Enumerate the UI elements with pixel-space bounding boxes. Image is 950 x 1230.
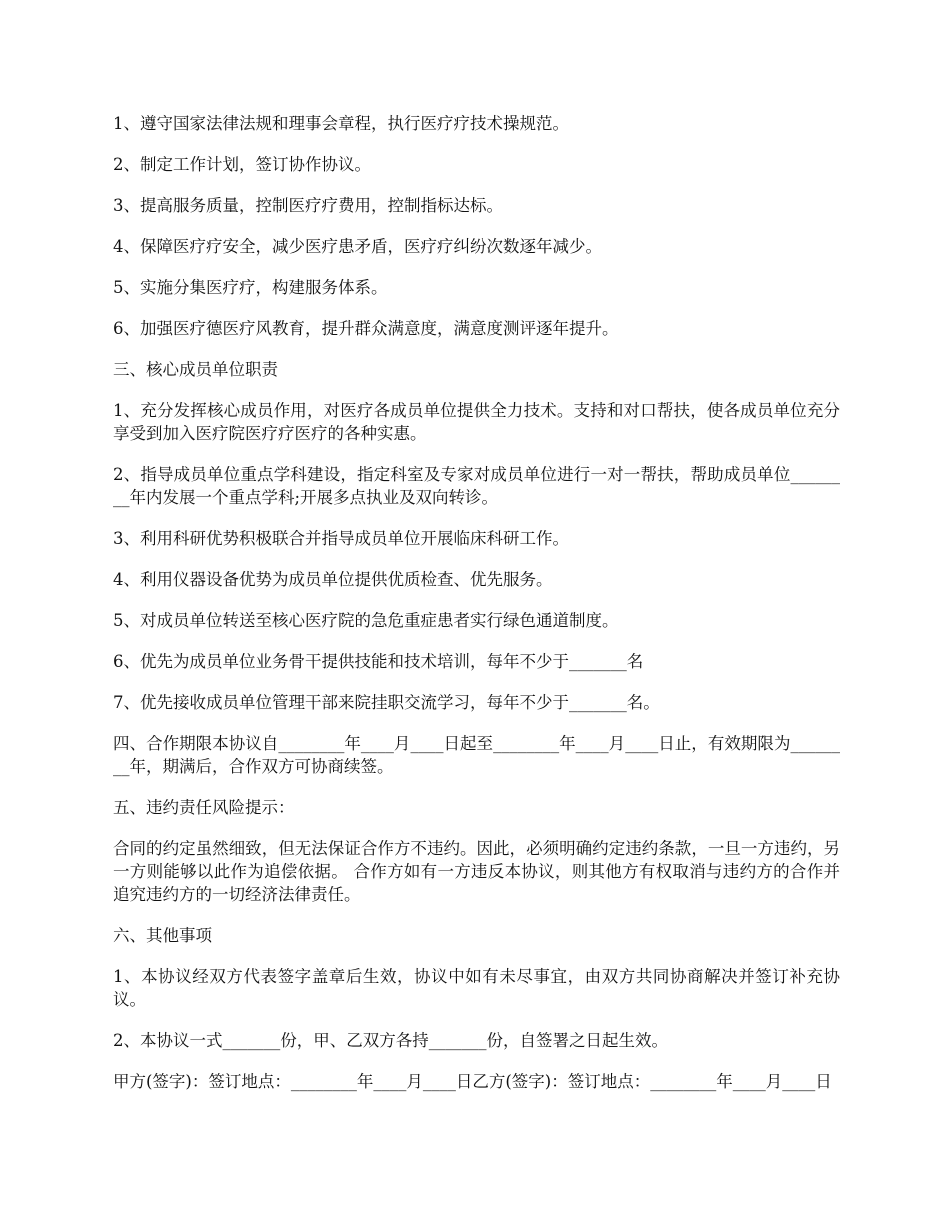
section-cooperation-term: 四、合作期限本协议自________年____月____日起至________年____月____日止，有效期限为________年，期满后，合作双方可协商续签。 [113, 734, 840, 776]
clause-5-tiered-care: 5、实施分集医疗疗，构建服务体系。 [113, 278, 388, 297]
other-matter-1: 1、本协议经双方代表签字盖章后生效，协议中如有未尽事宜，由双方共同协商解决并签订补充协议。 [113, 967, 840, 1009]
core-duty-5: 5、对成员单位转送至核心医疗院的急危重症患者实行绿色通道制度。 [113, 611, 619, 630]
section-heading-breach-liability: 五、违约责任风险提示： [113, 798, 295, 817]
clause-2-work-plan: 2、制定工作计划，签订协作协议。 [113, 155, 371, 174]
document-body [113, 112, 840, 1111]
core-duty-4: 4、利用仪器设备优势为成员单位提供优质检查、优先服务。 [113, 570, 553, 589]
core-duty-7: 7、优先接收成员单位管理干部来院挂职交流学习，每年不少于_______名。 [113, 693, 660, 712]
breach-liability-text: 合同的约定虽然细致，但无法保证合作方不违约。因此，必须明确约定违约条款，一旦一方违约，另一方则能够以此作为追偿依据。 合作方如有一方违反本协议，则其他方有权取消与违约方的合作并追究违约方的一切经济法律责任。 [113, 839, 840, 904]
core-duty-2: 2、指导成员单位重点学科建设，指定科室及专家对成员单位进行一对一帮扶，帮助成员单位________年内发展一个重点学科;开展多点执业及双向转诊。 [113, 465, 840, 507]
section-heading-other-matters: 六、其他事项 [113, 926, 212, 945]
core-duty-6: 6、优先为成员单位业务骨干提供技能和技术培训，每年不少于_______名 [113, 652, 644, 671]
clause-3-service-quality: 3、提高服务质量，控制医疗疗费用，控制指标达标。 [113, 196, 503, 215]
clause-6-ethics-education: 6、加强医疗德医疗风教育，提升群众满意度，满意度测评逐年提升。 [113, 319, 619, 338]
clause-1-compliance: 1、遵守国家法律法规和理事会章程，执行医疗疗技术操规范。 [113, 114, 569, 133]
other-matter-2: 2、本协议一式_______份，甲、乙双方各持_______份，自签署之日起生效。 [113, 1031, 668, 1050]
core-duty-1: 1、充分发挥核心成员作用，对医疗各成员单位提供全力技术。支持和对口帮扶，使各成员单位充分享受到加入医疗院医疗疗医疗的各种实惠。 [113, 401, 840, 443]
clause-4-medical-safety: 4、保障医疗疗安全，减少医疗患矛盾，医疗疗纠纷次数逐年减少。 [113, 237, 602, 256]
section-heading-core-duties: 三、核心成员单位职责 [113, 360, 278, 379]
signature-line: 甲方(签字)：签订地点：________年____月____日乙方(签字)：签订地点：________年____月____日 [113, 1072, 832, 1091]
core-duty-3: 3、利用科研优势积极联合并指导成员单位开展临床科研工作。 [113, 529, 569, 548]
